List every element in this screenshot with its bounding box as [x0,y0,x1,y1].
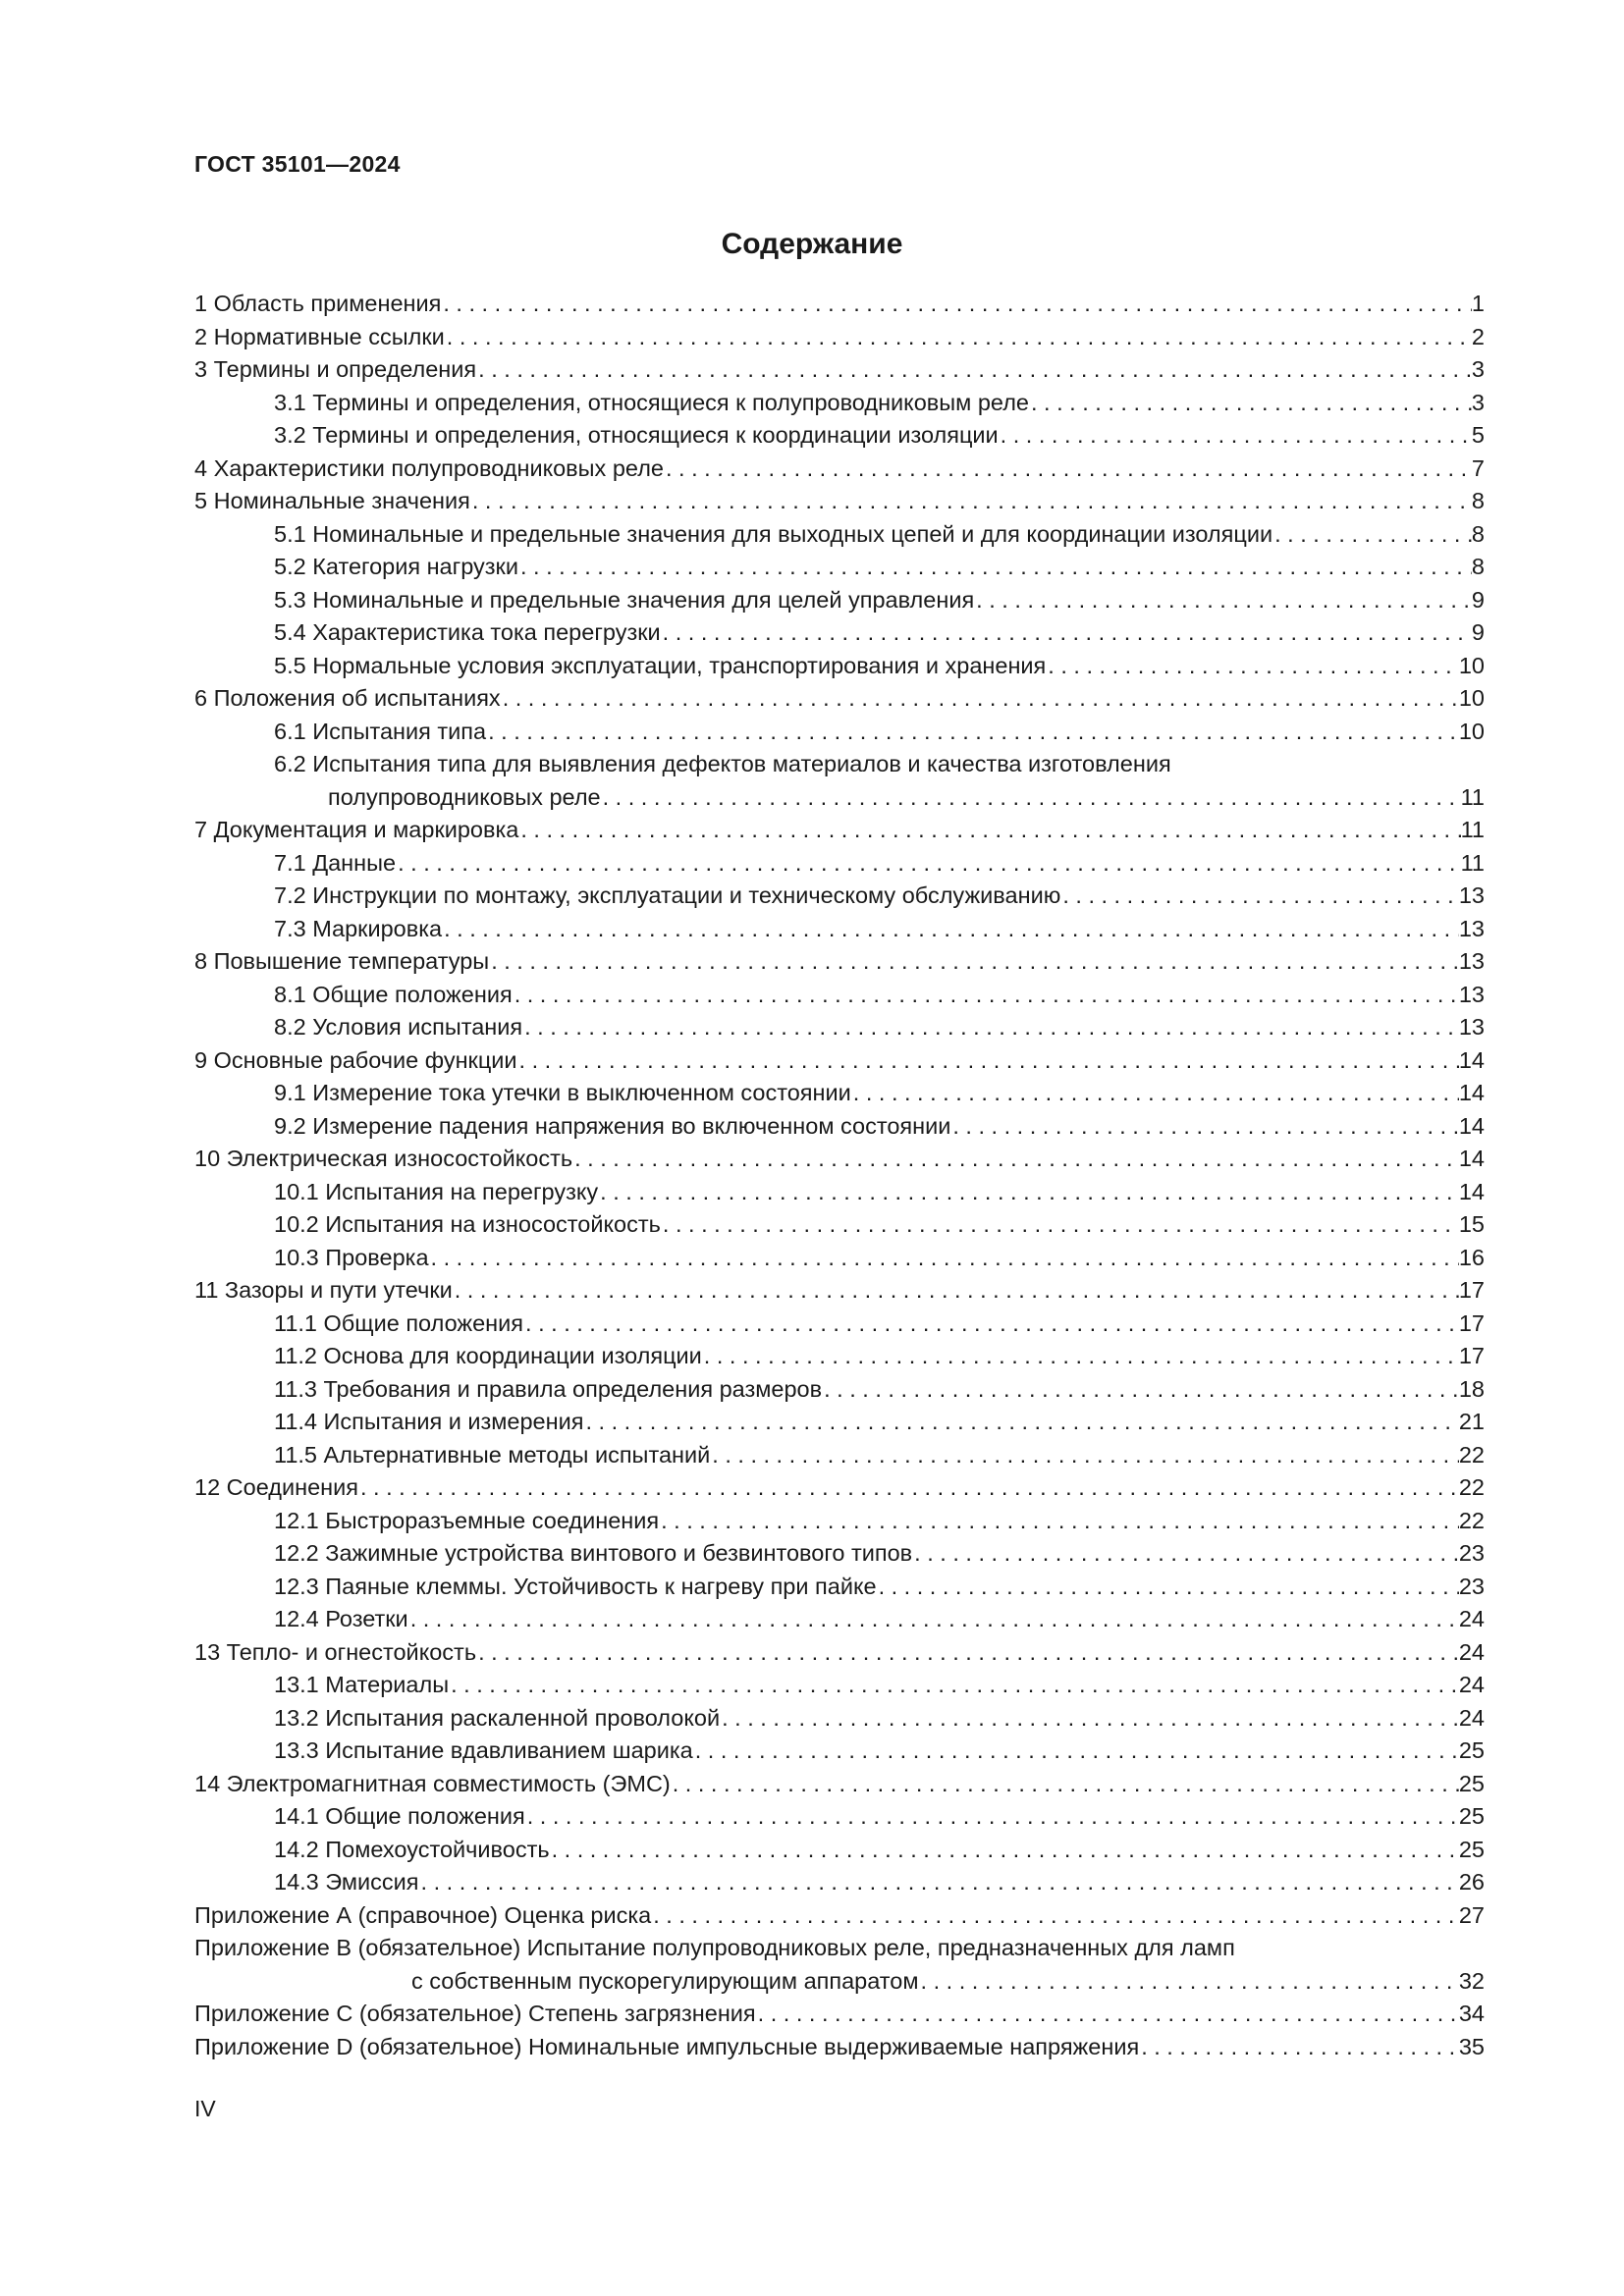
dot-leader [518,551,1472,584]
toc-entry [194,353,1485,387]
toc-entry-page: 23 [1458,1540,1485,1566]
toc-entry-label: 3 Термины и определения [194,356,477,382]
toc-entry [194,1571,1485,1604]
dot-leader [453,1274,1459,1308]
toc-entry [194,1932,1485,1965]
toc-entry [194,1537,1485,1571]
dot-leader [720,1702,1459,1735]
toc-entry-label: 7.2 Инструкции по монтажу, эксплуатации и техническому обслуживанию [274,882,1061,908]
toc-entry-page: 11 [1460,783,1485,810]
dot-leader [445,321,1472,354]
toc-entry-page: 18 [1458,1375,1485,1402]
toc-entry-label: 7.1 Данные [274,849,397,876]
toc-entry-page: 17 [1458,1343,1485,1368]
toc-entry [194,1308,1485,1341]
toc-entry-label: 11.3 Требования и правила определения размеров [274,1375,823,1402]
toc-entry-label: 11.2 Основа для координации изоляции [274,1343,702,1368]
dot-leader [583,1406,1458,1439]
toc-entry [194,1077,1485,1110]
dot-leader [822,1373,1459,1407]
toc-entry-page: 14 [1458,1178,1485,1204]
toc-entry-page: 32 [1458,1967,1485,1994]
toc-entry-page: 10 [1458,685,1485,711]
toc-entry [194,1735,1485,1768]
dot-leader [517,1044,1459,1078]
toc-entry-label: Приложение С (обязательное) Степень загрязнения [194,2001,756,2026]
toc-entry [194,387,1485,420]
toc-entry-label: 5 Номинальные значения [194,488,470,513]
toc-entry-label: 8.2 Условия испытания [274,1014,523,1040]
toc-entry-page: 13 [1458,948,1485,974]
toc-entry [194,1702,1485,1735]
toc-entry-label: Приложение А (справочное) Оценка риска [194,1901,652,1928]
toc-entry-label: 12.3 Паяные клеммы. Устойчивость к нагреву при пайке [274,1573,877,1599]
toc-entry [194,2031,1485,2064]
toc-entry [194,453,1485,486]
dot-leader [702,1340,1459,1373]
dot-leader [1272,518,1472,552]
dot-leader [429,1242,1459,1275]
toc-entry [194,1669,1485,1702]
dot-leader [408,1603,1459,1636]
toc-entry-label: 2 Нормативные ссылки [194,323,445,349]
toc-entry-page: 22 [1458,1441,1485,1468]
toc-entry-page: 24 [1458,1606,1485,1631]
toc-entry-label: 6 Положения об испытаниях [194,685,501,711]
dot-leader [661,1208,1459,1242]
toc-entry-page: 24 [1458,1672,1485,1697]
toc-entry-page: 22 [1458,1507,1485,1533]
toc-entry-page: 14 [1458,1146,1485,1171]
toc-entry [194,716,1485,749]
toc-entry [194,551,1485,584]
toc-title: Содержание [721,228,903,260]
toc-entry-page: 7 [1471,454,1485,481]
toc-entry-page: 8 [1471,520,1485,547]
toc-entry [194,584,1485,617]
toc-entry-page: 10 [1458,652,1485,678]
toc-entry-page: 13 [1458,882,1485,908]
toc-entry-label: 10.2 Испытания на износостойкость [274,1211,661,1237]
toc-entry-continuation [194,1965,1485,1999]
toc-entry [194,748,1485,781]
toc-entry-label: 8 Повышение температуры [194,948,490,974]
dot-leader [442,913,1459,946]
toc-entry-label: 9.1 Измерение тока утечки в выключенном состоянии [274,1080,851,1105]
toc-entry-label-continuation: полупроводниковых реле [328,783,601,810]
toc-entry [194,1439,1485,1472]
dot-leader [756,1998,1459,2031]
toc-entry [194,682,1485,716]
dot-leader [851,1077,1459,1110]
toc-entry-page: 1 [1471,291,1485,316]
toc-entry [194,945,1485,979]
toc-entry-label: 5.5 Нормальные условия эксплуатации, транспортирования и хранения [274,652,1047,678]
toc-entry-label: 7.3 Маркировка [274,915,443,941]
toc-entry [194,1636,1485,1670]
toc-entry-label: 10 Электрическая износостойкость [194,1146,573,1171]
toc-entry-label: 14.2 Помехоустойчивость [274,1836,550,1862]
document-code: ГОСТ 35101—2024 [194,151,401,177]
toc-entry-label: 13.1 Материалы [274,1672,450,1697]
toc-entry [194,288,1485,321]
toc-entry [194,650,1485,683]
dot-leader [912,1537,1459,1571]
toc-entry [194,1505,1485,1538]
toc-entry-page: 35 [1458,2033,1485,2059]
toc-entry-label-continuation: с собственным пускорегулирующим аппаратом [411,1967,919,1994]
dot-leader [518,814,1460,847]
toc-entry-label: 10.1 Испытания на перегрузку [274,1178,599,1204]
toc-entry-continuation [194,781,1485,815]
toc-entry [194,1274,1485,1308]
toc-entry-label: 7 Документация и маркировка [194,817,519,842]
toc-entry-page: 13 [1458,1014,1485,1040]
table-of-contents [194,288,1485,2063]
toc-entry-page: 23 [1458,1573,1485,1599]
toc-entry [194,1044,1485,1078]
dot-leader [693,1735,1459,1768]
toc-entry [194,1340,1485,1373]
dot-leader [671,1768,1459,1801]
toc-entry-label: 14 Электромагнитная совместимость (ЭМС) [194,1770,671,1796]
toc-entry-page: 3 [1471,356,1485,382]
toc-entry-label: 4 Характеристики полупроводниковых реле [194,454,664,481]
dot-leader [572,1143,1459,1176]
dot-leader [501,682,1459,716]
toc-entry [194,485,1485,518]
toc-entry-page: 5 [1471,422,1485,448]
toc-entry-label: 6.1 Испытания типа [274,718,487,744]
toc-entry-page: 14 [1458,1046,1485,1073]
toc-entry-label: 3.1 Термины и определения, относящиеся к полупроводниковым реле [274,389,1029,415]
dot-leader [486,716,1459,749]
dot-leader [525,1800,1459,1834]
dot-leader [396,847,1460,881]
toc-entry-page: 27 [1458,1901,1485,1928]
dot-leader [470,485,1472,518]
toc-entry-page: 25 [1458,1737,1485,1763]
dot-leader [476,353,1472,387]
toc-entry-page: 8 [1471,488,1485,513]
toc-entry [194,518,1485,552]
toc-entry-page: 14 [1458,1080,1485,1105]
dot-leader [664,453,1472,486]
toc-entry-label: 5.4 Характеристика тока перегрузки [274,619,661,645]
page-number: IV [194,2096,216,2121]
dot-leader [919,1965,1459,1999]
dot-leader [877,1571,1459,1604]
dot-leader [710,1439,1459,1472]
toc-entry-page: 13 [1458,981,1485,1007]
toc-entry [194,1768,1485,1801]
toc-entry-page: 8 [1471,554,1485,579]
toc-entry [194,814,1485,847]
toc-entry [194,1800,1485,1834]
toc-entry-label: 1 Область применения [194,291,442,316]
toc-entry [194,1176,1485,1209]
toc-entry-page: 13 [1458,915,1485,941]
toc-entry [194,419,1485,453]
toc-entry-label: 12 Соединения [194,1474,358,1500]
toc-entry [194,979,1485,1012]
toc-entry-label: 12.4 Розетки [274,1606,408,1631]
dot-leader [358,1471,1459,1505]
dot-leader [1046,650,1459,683]
toc-entry [194,847,1485,881]
toc-entry-label: 13 Тепло- и огнестойкость [194,1638,477,1665]
dot-leader [523,1308,1459,1341]
toc-entry [194,1208,1485,1242]
toc-entry [194,1471,1485,1505]
toc-entry-label: 11.5 Альтернативные методы испытаний [274,1441,711,1468]
toc-entry-page: 17 [1458,1277,1485,1303]
dot-leader [1029,387,1472,420]
dot-leader [1139,2031,1459,2064]
toc-entry-page: 2 [1471,323,1485,349]
toc-entry-page: 3 [1471,389,1485,415]
dot-leader [999,419,1472,453]
toc-entry-label: 12.2 Зажимные устройства винтового и безвинтового типов [274,1540,913,1566]
dot-leader [598,1176,1459,1209]
toc-entry-page: 25 [1458,1803,1485,1829]
toc-entry-label: 12.1 Быстроразъемные соединения [274,1507,660,1533]
toc-entry-page: 21 [1458,1409,1485,1434]
dot-leader [476,1636,1459,1670]
toc-entry [194,321,1485,354]
dot-leader [950,1110,1458,1144]
toc-entry-label: 9 Основные рабочие функции [194,1046,517,1073]
dot-leader [601,781,1461,815]
toc-entry-label: 14.1 Общие положения [274,1803,525,1829]
toc-entry [194,1406,1485,1439]
toc-entry-page: 11 [1460,849,1485,876]
toc-entry-page: 16 [1458,1244,1485,1270]
toc-entry-page: 9 [1471,619,1485,645]
dot-leader [441,288,1472,321]
dot-leader [449,1669,1459,1702]
toc-entry-label: 13.2 Испытания раскаленной проволокой [274,1704,721,1731]
toc-entry-page: 24 [1458,1704,1485,1731]
toc-entry [194,880,1485,913]
toc-entry-label: 10.3 Проверка [274,1244,429,1270]
toc-entry-label: 14.3 Эмиссия [274,1869,419,1895]
toc-entry-page: 9 [1471,586,1485,613]
toc-entry-label: 11.4 Испытания и измерения [274,1409,584,1434]
dot-leader [974,584,1472,617]
toc-entry-page: 14 [1458,1112,1485,1139]
toc-entry-page: 26 [1458,1869,1485,1895]
toc-entry [194,1998,1485,2031]
toc-entry-label: 9.2 Измерение падения напряжения во включенном состоянии [274,1112,951,1139]
toc-entry-page: 34 [1458,2001,1485,2026]
toc-entry-label: 8.1 Общие положения [274,981,513,1007]
toc-entry-label: 5.2 Категория нагрузки [274,554,518,579]
toc-entry [194,1011,1485,1044]
toc-entry [194,1110,1485,1144]
toc-entry-label: 6.2 Испытания типа для выявления дефектов материалов и качества изготовления [274,751,1171,776]
dot-leader [513,979,1459,1012]
toc-entry-label: 3.2 Термины и определения, относящиеся к координации изоляции [274,422,999,448]
toc-entry [194,1242,1485,1275]
dot-leader [550,1834,1459,1867]
dot-leader [651,1899,1459,1933]
dot-leader [489,945,1459,979]
dot-leader [1060,880,1459,913]
toc-entry-page: 25 [1458,1836,1485,1862]
toc-entry [194,913,1485,946]
toc-entry-label: 13.3 Испытание вдавливанием шарика [274,1737,693,1763]
toc-entry [194,1603,1485,1636]
toc-entry [194,1834,1485,1867]
toc-entry [194,1899,1485,1933]
toc-entry-page: 11 [1460,817,1485,842]
toc-entry-page: 15 [1458,1211,1485,1237]
toc-entry-page: 25 [1458,1770,1485,1796]
toc-entry-label: 5.3 Номинальные и предельные значения для целей управления [274,586,975,613]
toc-entry-page: 22 [1458,1474,1485,1500]
toc-entry-label: 11.1 Общие положения [274,1309,524,1336]
dot-leader [522,1011,1459,1044]
toc-entry [194,1373,1485,1407]
toc-entry-label: 11 Зазоры и пути утечки [194,1277,453,1303]
toc-entry [194,1866,1485,1899]
toc-entry-label: 5.1 Номинальные и предельные значения для выходных цепей и для координации изоляции [274,520,1273,547]
toc-entry-label: Приложение В (обязательное) Испытание полупроводниковых реле, предназначенных для ламп [194,1935,1235,1960]
toc-entry-page: 10 [1458,718,1485,744]
dot-leader [419,1866,1459,1899]
toc-entry [194,616,1485,650]
dot-leader [661,616,1472,650]
toc-entry-page: 17 [1458,1309,1485,1336]
toc-entry-page: 24 [1458,1638,1485,1665]
toc-entry [194,1143,1485,1176]
toc-entry-label: Приложение D (обязательное) Номинальные импульсные выдерживаемые напряжения [194,2033,1140,2059]
dot-leader [659,1505,1459,1538]
